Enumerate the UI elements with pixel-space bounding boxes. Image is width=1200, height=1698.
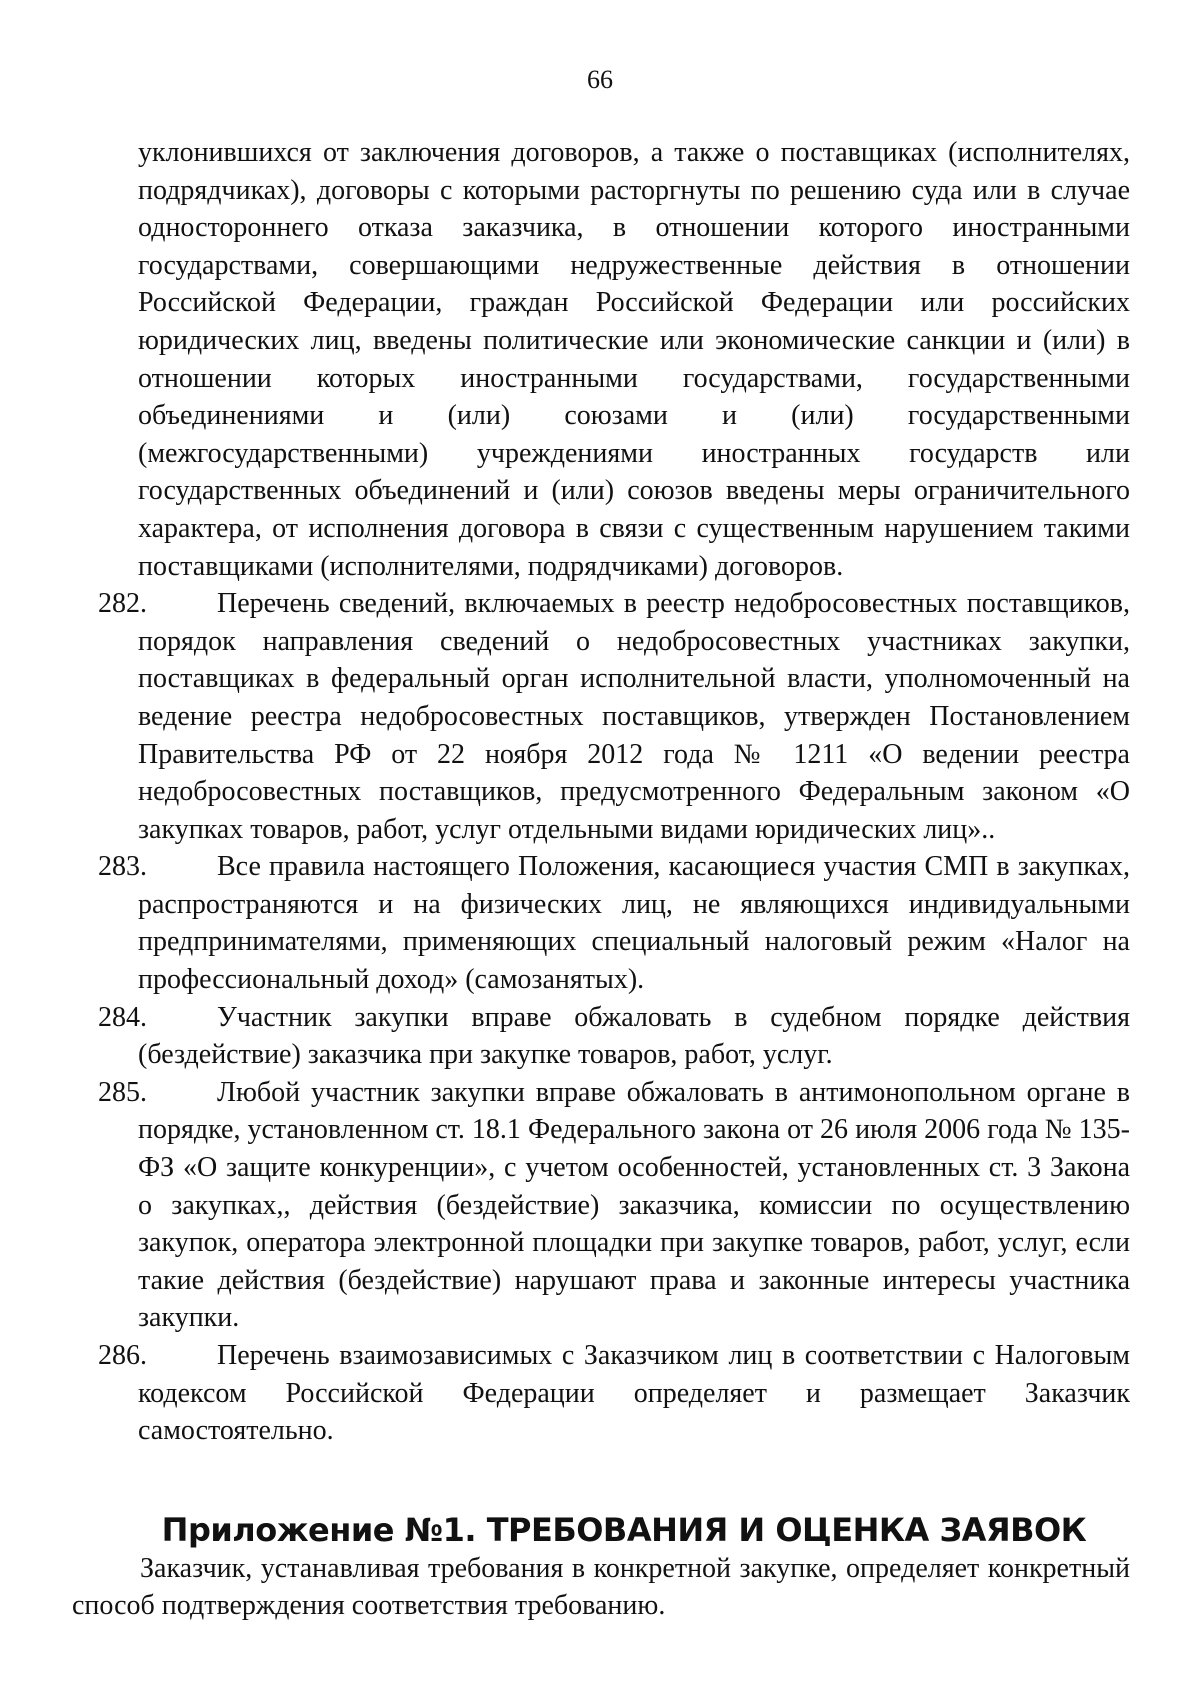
item-number: 286. [98, 1340, 147, 1371]
item-text: Любой участник закупки вправе обжаловать в антимонопольном органе в порядке, установленном ст. 18.1 Федерального закона от 26 июля 2006 года № 135-ФЗ «О защите конкуренции», с учетом особенностей, установленных ст. 3 Закона о закупках,, действия (бездействие) заказчика, комиссии по осуществлению закупок, оператора электронной площадки при закупке товаров, работ, услуг, если такие действия (бездействие) нарушают права и законные интересы участника закупки. [138, 1076, 1130, 1334]
page-number: 66 [587, 65, 613, 94]
list-item-284 [98, 999, 1130, 1074]
item-number: 285. [98, 1076, 147, 1108]
item-text: Все правила настоящего Положения, касающиеся участия СМП в закупках, распространяются и на физических лиц, не являющихся индивидуальными предпринимателями, применяющих специальный налоговый режим «Налог на профессиональный доход» (самозанятых). [138, 851, 1130, 996]
item-text: Участник закупки вправе обжаловать в судебном порядке действия (бездействие) заказчика при закупке товаров, работ, услуг. [138, 1001, 1130, 1071]
appendix-title: Приложение №1. ТРЕБОВАНИЯ И ОЦЕНКА ЗАЯВОК [161, 1510, 1087, 1549]
item-number: 282. [98, 588, 147, 620]
list-item-282 [98, 585, 1130, 848]
item-number: 283. [98, 851, 147, 883]
appendix-paragraph: Заказчик, устанавливая требования в конкретной закупке, определяет конкретный способ подтверждения соответствия требованию. [72, 1552, 1130, 1622]
continuation-paragraph: уклонившихся от заключения договоров, а также о поставщиках (исполнителях, подрядчиках), договоры с которыми расторгнуты по решению суда или в случае одностороннего отказа заказчика, в отношении которого иностранными государствами, совершающими недружественные действия в отношении Российской Федерации, граждан Российской Федерации или российских юридических лиц, введены политические или экономические санкции и (или) в отношении которых иностранными государствами, государственными объединениями и (или) союзами и (или) государственными (межгосударственными) учреждениями иностранных государств или государственных объединений и (или) союзов введены меры ограничительного характера, от исполнения договора в связи с существенным нарушением такими поставщиками (исполнителями, подрядчиками) договоров. [138, 137, 1130, 582]
item-number: 284. [98, 1001, 147, 1033]
list-item-283 [98, 848, 1130, 998]
list-item-285 [98, 1074, 1130, 1337]
list-item-286 [98, 1337, 1130, 1450]
item-text: Перечень сведений, включаемых в реестр недобросовестных поставщиков, порядок направления сведений о недобросовестных участниках закупки, поставщиках в федеральный орган исполнительной власти, уполномоченный на ведение реестра недобросовестных поставщиков, утвержден Постановлением Правительства РФ от 22 ноября 2012 года № 1211 «О ведении реестра недобросовестных поставщиков, предусмотренного Федеральным законом «О закупках товаров, работ, услуг отдельными видами юридических лиц».. [138, 588, 1130, 845]
document-body [72, 134, 1130, 1625]
item-text: Перечень взаимозависимых с Заказчиком лиц в соответствии с Налоговым кодексом Российской Федерации определяет и размещает Заказчик самостоятельно. [138, 1340, 1130, 1447]
